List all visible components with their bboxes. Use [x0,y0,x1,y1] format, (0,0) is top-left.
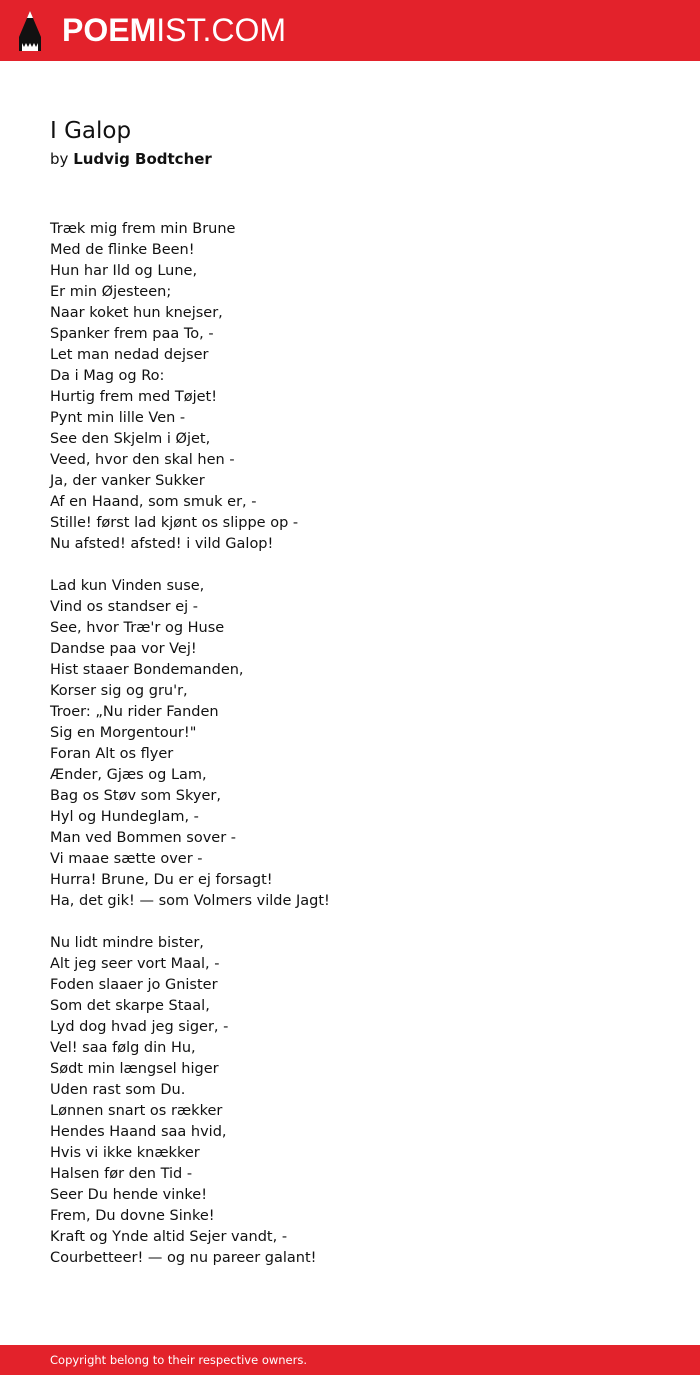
poem-line: Foden slaaer jo Gnister [50,977,218,993]
logo-light-text: IST.COM [156,12,287,48]
poem-line: Stille! først lad kjønt os slippe op - [50,515,299,531]
poem-line: Veed, hvor den skal hen - [50,452,235,468]
poem-line: Bag os Støv som Skyer, [50,788,221,804]
poem-line: Kraft og Ynde altid Sejer vandt, - [50,1229,288,1245]
poem-line: Nu lidt mindre bister, [50,935,204,951]
poem-line: Lyd dog hvad jeg siger, - [50,1019,229,1035]
poem-line: Hendes Haand saa hvid, [50,1124,227,1140]
poem-stanza [50,933,650,1269]
poem-line: Foran Alt os flyer [50,746,174,762]
site-header [0,0,700,61]
poem-line: Dandse paa vor Vej! [50,641,197,657]
poem-line: Korser sig og gru'r, [50,683,188,699]
poem-author: Ludvig Bodtcher [73,150,212,168]
poem-byline [50,148,212,170]
poem-line: Frem, Du dovne Sinke! [50,1208,215,1224]
copyright-text: Copyright belong to their respective owners. [50,1353,308,1367]
poem-line: Let man nedad dejser [50,347,209,363]
poem-line: Ja, der vanker Sukker [50,473,205,489]
poem-line: Hurtig frem med Tøjet! [50,389,218,405]
poem-line: Ha, det gik! — som Volmers vilde Jagt! [50,893,330,909]
poem-line: Hvis vi ikke knækker [50,1145,200,1161]
poem-line: Spanker frem paa To, - [50,326,214,342]
poem-line: Vel! saa følg din Hu, [50,1040,196,1056]
poem-line: Nu afsted! afsted! i vild Galop! [50,536,274,552]
poem-line: Seer Du hende vinke! [50,1187,208,1203]
poem-body [50,219,650,1290]
poem-line: Halsen før den Tid - [50,1166,193,1182]
poem-stanza [50,576,650,912]
poem-line: Ænder, Gjæs og Lam, [50,767,207,783]
poem-line: Hun har Ild og Lune, [50,263,198,279]
pencil-tip-icon[interactable] [18,10,42,52]
logo-bold-text: POEM [62,12,157,48]
poem-stanza [50,219,650,555]
poem-line: See, hvor Træ'r og Huse [50,620,225,636]
poem-line: Courbetteer! — og nu pareer galant! [50,1250,317,1266]
poem-line: Pynt min lille Ven - [50,410,186,426]
site-logo[interactable] [62,11,286,49]
poem-line: Naar koket hun knejser, [50,305,223,321]
poem-line: Hist staaer Bondemanden, [50,662,244,678]
poem-line: Lønnen snart os rækker [50,1103,223,1119]
poem-line: Vi maae sætte over - [50,851,203,867]
poem-line: Hyl og Hundeglam, - [50,809,199,825]
poem-line: Man ved Bommen sover - [50,830,237,846]
poem-line: Som det skarpe Staal, [50,998,210,1014]
poem-line: Da i Mag og Ro: [50,368,165,384]
poem-line: Træk mig frem min Brune [50,221,236,237]
poem-line: Hurra! Brune, Du er ej forsagt! [50,872,273,888]
poem-line: Er min Øjesteen; [50,284,172,300]
poem-line: Alt jeg seer vort Maal, - [50,956,220,972]
site-footer [0,1345,700,1375]
poem-line: Sig en Morgentour!" [50,725,197,741]
poem-line: Af en Haand, som smuk er, - [50,494,257,510]
poem-line: Troer: „Nu rider Fanden [50,704,219,720]
poem-title: I Galop [50,118,132,144]
poem-line: Med de flinke Been! [50,242,195,258]
poem-line: Uden rast som Du. [50,1082,186,1098]
poem-line: Lad kun Vinden suse, [50,578,205,594]
poem-line: Sødt min længsel higer [50,1061,219,1077]
poem-line: Vind os standser ej - [50,599,199,615]
poem-line: See den Skjelm i Øjet, [50,431,211,447]
by-label: by [50,150,69,168]
